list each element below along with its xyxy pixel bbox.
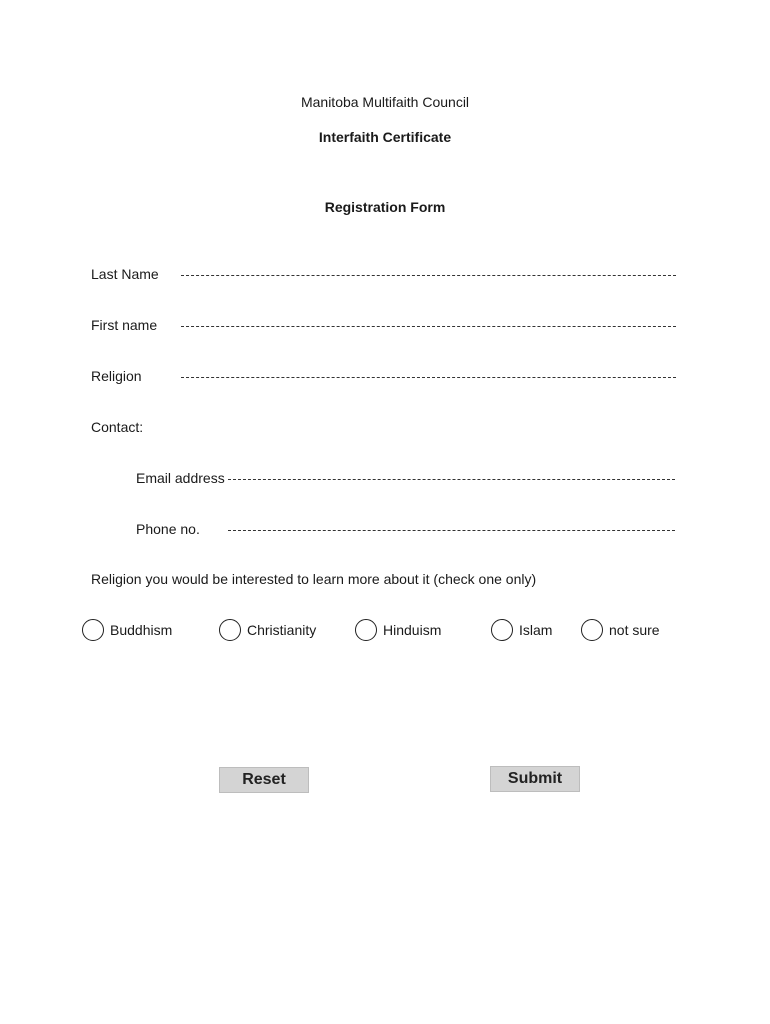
- reset-button[interactable]: Reset: [219, 767, 309, 793]
- radio-label-islam: Islam: [519, 622, 553, 638]
- radio-button-icon[interactable]: [491, 619, 513, 641]
- religion-label: Religion: [91, 368, 142, 384]
- radio-option-hinduism[interactable]: [355, 617, 441, 643]
- radio-button-icon[interactable]: [581, 619, 603, 641]
- interest-question: Religion you would be interested to learn more about it (check one only): [91, 571, 537, 587]
- radio-option-not-sure[interactable]: [581, 617, 660, 643]
- organization-name: Manitoba Multifaith Council: [300, 94, 470, 110]
- radio-label-buddhism: Buddhism: [110, 622, 173, 638]
- contact-label: Contact:: [91, 419, 144, 435]
- radio-label-not-sure: not sure: [609, 622, 660, 638]
- radio-label-christianity: Christianity: [247, 622, 317, 638]
- certificate-title: Interfaith Certificate: [318, 129, 452, 145]
- first-name-label: First name: [91, 317, 158, 333]
- radio-option-islam[interactable]: [491, 617, 552, 643]
- radio-option-christianity[interactable]: [219, 617, 316, 643]
- email-field[interactable]: [228, 479, 675, 480]
- submit-button[interactable]: Submit: [490, 766, 580, 792]
- last-name-field[interactable]: [181, 275, 676, 276]
- radio-label-hinduism: Hinduism: [383, 622, 442, 638]
- form-title: Registration Form: [324, 199, 446, 215]
- first-name-field[interactable]: [181, 326, 676, 327]
- phone-field[interactable]: [228, 530, 675, 531]
- radio-option-buddhism[interactable]: [82, 617, 172, 643]
- radio-button-icon[interactable]: [219, 619, 241, 641]
- religion-field[interactable]: [181, 377, 676, 378]
- radio-button-icon[interactable]: [82, 619, 104, 641]
- email-label: Email address: [136, 470, 225, 486]
- last-name-label: Last Name: [91, 266, 159, 282]
- phone-label: Phone no.: [136, 521, 200, 537]
- radio-button-icon[interactable]: [355, 619, 377, 641]
